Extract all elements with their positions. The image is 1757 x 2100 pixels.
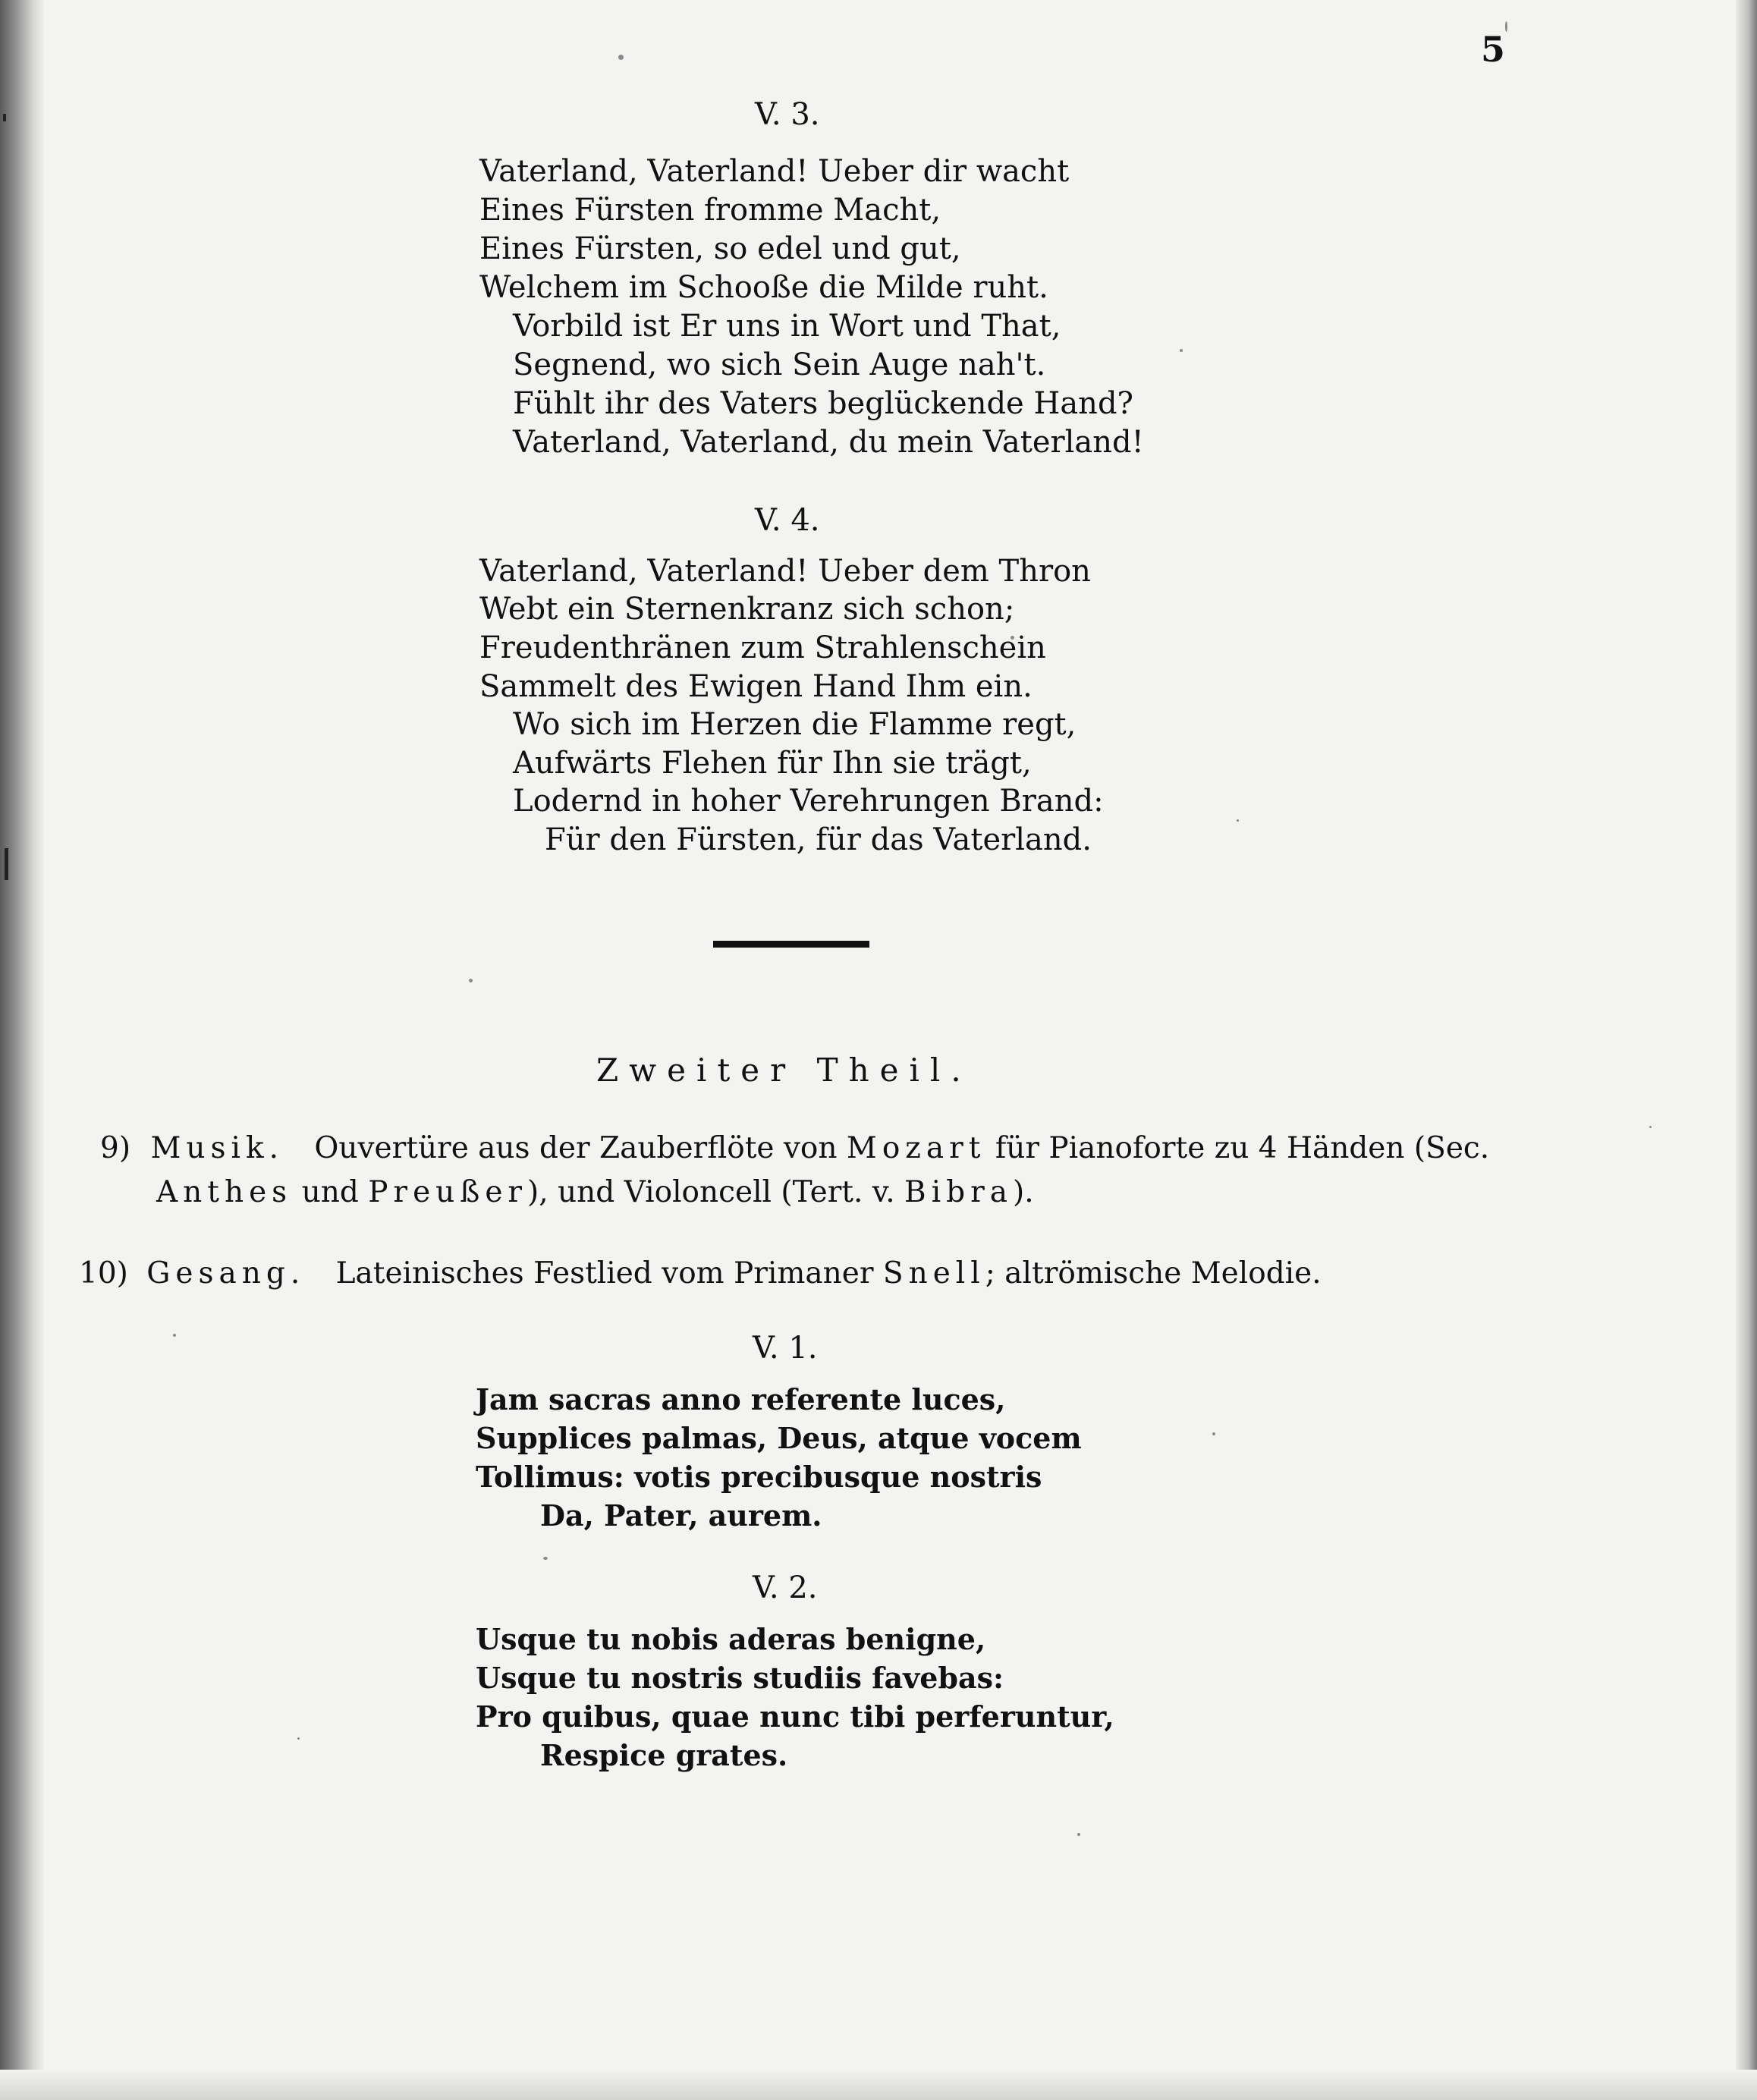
latin-verse-1-line: Tollimus: votis precibusque nostris xyxy=(476,1460,1042,1494)
composer-name: Mozart xyxy=(846,1131,986,1165)
paper-speck xyxy=(1212,1432,1215,1435)
item-text: ). xyxy=(1013,1175,1034,1209)
verse-4-line: Webt ein Sternenkranz sich schon; xyxy=(479,592,1015,627)
program-item-9 xyxy=(100,1133,1489,1163)
paper-speck xyxy=(469,979,473,982)
performer-name: Anthes xyxy=(156,1175,293,1209)
verse-3-line: Fühlt ihr des Vaters beglückende Hand? xyxy=(513,386,1133,421)
verse-4-line: Vaterland, Vaterland! Ueber dem Thron xyxy=(479,554,1091,589)
verse-4-line: Lodernd in hoher Verehrungen Brand: xyxy=(513,784,1104,819)
page-bottom-edge xyxy=(0,2070,1757,2100)
section-divider xyxy=(713,941,869,948)
verse-3-line: Vaterland, Vaterland, du mein Vaterland! xyxy=(513,425,1144,460)
performer-name: Preußer xyxy=(368,1175,528,1209)
latin-verse-1-heading: V. 1. xyxy=(753,1331,818,1366)
paper-speck xyxy=(1237,819,1239,822)
paper-speck xyxy=(543,1557,548,1560)
item-text: ; altrömische Melodie. xyxy=(985,1256,1322,1290)
program-item-9-continuation xyxy=(156,1177,1034,1207)
item-label: Gesang. xyxy=(146,1256,306,1290)
margin-mark xyxy=(3,114,6,121)
latin-verse-2-heading: V. 2. xyxy=(753,1570,818,1605)
latin-verse-2-line: Usque tu nobis aderas benigne, xyxy=(476,1622,986,1656)
verse-4-line: Wo sich im Herzen die Flamme regt, xyxy=(513,707,1077,742)
paper-speck xyxy=(173,1334,176,1337)
verse-3-line: Vorbild ist Er uns in Wort und That, xyxy=(513,309,1061,344)
item-text: ), und Violoncell (Tert. v. xyxy=(527,1175,895,1209)
performer-name: Bibra xyxy=(904,1175,1014,1209)
verse-3-line: Segnend, wo sich Sein Auge nah't. xyxy=(513,347,1046,382)
program-item-10 xyxy=(79,1256,1322,1290)
latin-verse-1-line: Da, Pater, aurem. xyxy=(540,1498,822,1533)
page-right-edge xyxy=(1736,0,1757,2100)
author-name: Snell xyxy=(882,1256,985,1290)
verse-3-line: Eines Fürsten, so edel und gut, xyxy=(479,231,961,266)
page-binding-shadow xyxy=(0,0,44,2100)
latin-verse-1-line: Supplices palmas, Deus, atque vocem xyxy=(476,1421,1082,1455)
paper-speck xyxy=(297,1737,300,1740)
latin-verse-2-line: Usque tu nostris studiis favebas: xyxy=(476,1661,1004,1695)
item-number: 10) xyxy=(79,1256,128,1290)
verse-4-line: Aufwärts Flehen für Ihn sie trägt, xyxy=(513,746,1032,781)
paper-speck xyxy=(618,55,624,60)
latin-verse-2-line: Respice grates. xyxy=(540,1738,788,1772)
margin-mark xyxy=(5,848,8,880)
verse-3-heading: V. 3. xyxy=(755,97,820,132)
verse-3-line: Vaterland, Vaterland! Ueber dir wacht xyxy=(479,154,1070,189)
page-number: 5 xyxy=(1481,29,1506,70)
item-text: Lateinisches Festlied vom Primaner xyxy=(335,1256,874,1290)
paper-speck xyxy=(1180,349,1183,352)
item-text: Ouvertüre aus der Zauberflöte von xyxy=(314,1131,838,1165)
paper-speck xyxy=(1505,21,1507,32)
verse-3-line: Eines Fürsten fromme Macht, xyxy=(479,193,941,228)
verse-4-heading: V. 4. xyxy=(755,503,820,538)
item-text: für Pianoforte zu 4 Händen (Sec. xyxy=(995,1131,1490,1165)
item-label: Musik. xyxy=(150,1131,284,1165)
verse-4-line: Freudenthränen zum Strahlenschein xyxy=(479,630,1046,665)
verse-3-line: Welchem im Schooße die Milde ruht. xyxy=(479,270,1048,305)
part-two-title: Zweiter Theil. xyxy=(596,1052,972,1089)
paper-speck xyxy=(1077,1833,1080,1836)
item-number: 9) xyxy=(100,1131,131,1165)
latin-verse-1-line: Jam sacras anno referente luces, xyxy=(476,1382,1006,1416)
paper-speck xyxy=(1649,1126,1652,1128)
verse-4-line: Sammelt des Ewigen Hand Ihm ein. xyxy=(479,669,1033,704)
item-text: und xyxy=(301,1175,359,1209)
verse-4-line: Für den Fürsten, für das Vaterland. xyxy=(545,822,1092,857)
latin-verse-2-line: Pro quibus, quae nunc tibi perferuntur, xyxy=(476,1699,1114,1734)
